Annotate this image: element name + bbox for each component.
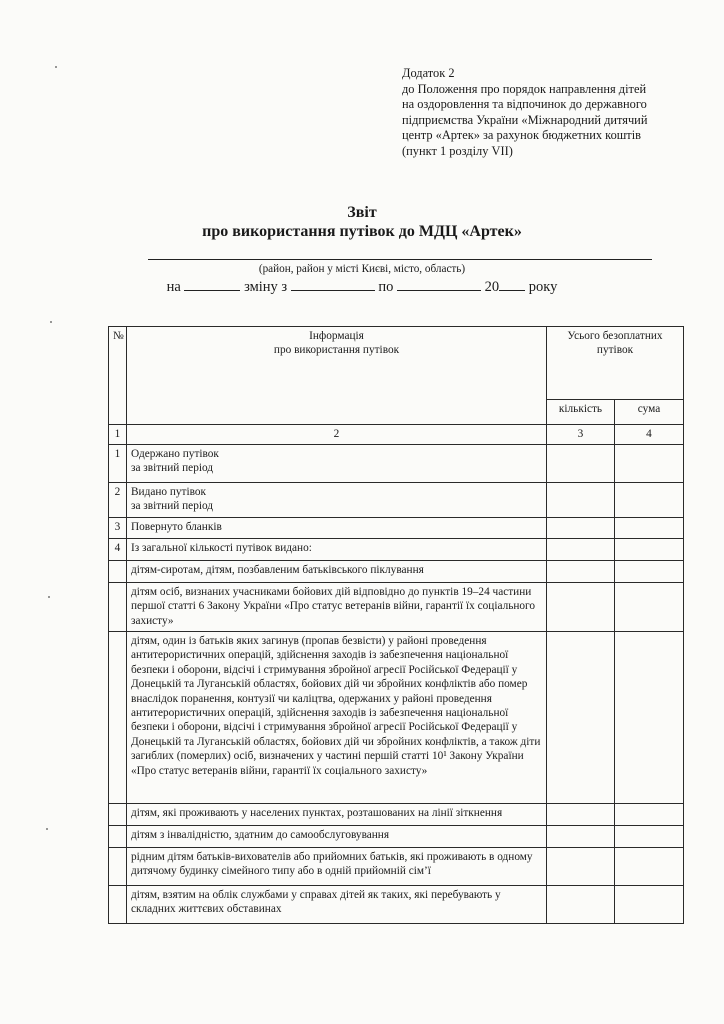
row-text: дітям, взятим на облік службами у справах дітей як таких, які перебувають у складних життєвих обставинах [127, 886, 547, 924]
annex-line: підприємства України «Міжнародний дитячий [402, 112, 648, 127]
row-text: Повернуто бланків [127, 518, 547, 539]
table-row [109, 848, 684, 886]
row-number [109, 848, 127, 886]
qty-cell [547, 518, 615, 539]
sum-cell [615, 826, 684, 848]
annex-line: (пункт 1 розділу VII) [402, 143, 513, 158]
scan-speck [48, 596, 50, 598]
period-to-label: по [378, 279, 394, 295]
row-text: дітям, які проживають у населених пунктах, розташованих на лінії зіткнення [127, 804, 547, 826]
header-qty: кількість [547, 400, 615, 425]
table-row [109, 483, 684, 518]
qty-cell [547, 632, 615, 804]
row-number [109, 561, 127, 583]
report-table [108, 326, 684, 924]
row-number: 1 [109, 445, 127, 483]
qty-cell [547, 445, 615, 483]
sum-cell [615, 583, 684, 632]
qty-cell [547, 848, 615, 886]
row-text: дітям-сиротам, дітям, позбавленим батьківського піклування [127, 561, 547, 583]
district-caption: (район, район у місті Києві, місто, область) [258, 263, 466, 275]
row-number [109, 583, 127, 632]
report-title: Звіт [347, 204, 377, 221]
header-free-line: Усього безоплатних [567, 330, 663, 342]
header-free-line: путівок [596, 344, 634, 357]
table-row [109, 445, 684, 483]
row-number: 2 [109, 483, 127, 518]
year-prefix: 20 [484, 279, 500, 295]
scan-speck [55, 66, 57, 68]
sum-cell [615, 561, 684, 583]
row-text: дітям з інвалідністю, здатним до самообслуговування [127, 826, 547, 848]
table-row [109, 561, 684, 583]
row-number [109, 632, 127, 804]
date-from-blank [291, 278, 375, 291]
shift-blank [184, 278, 240, 291]
row-text: дітям осіб, визнаних учасниками бойових дій відповідно до пунктів 19–24 частини першої статті 6 Закону України «Про статус ветеранів війни, гарантії їх соціального захисту» [127, 583, 547, 632]
annex-line: до Положення про порядок направлення дітей [402, 81, 647, 96]
scan-speck [46, 828, 48, 830]
table-row [109, 518, 684, 539]
date-to-blank [397, 278, 481, 291]
sum-cell [615, 848, 684, 886]
row-number: 4 [109, 539, 127, 561]
qty-cell [547, 886, 615, 924]
table-row [109, 804, 684, 826]
sum-cell [615, 632, 684, 804]
row-number [109, 826, 127, 848]
sum-cell [615, 804, 684, 826]
qty-cell [547, 583, 615, 632]
row-text: Одержано путівок за звітний період [127, 445, 547, 483]
sum-cell [615, 445, 684, 483]
sum-cell [615, 886, 684, 924]
header-info [127, 327, 547, 425]
col-number: 1 [109, 425, 127, 445]
row-text: Видано путівок за звітний період [127, 483, 547, 518]
report-subtitle: про використання путівок до МДЦ «Артек» [202, 223, 522, 240]
table-row [109, 886, 684, 924]
table-row [109, 583, 684, 632]
col-number: 2 [127, 425, 547, 445]
qty-cell [547, 561, 615, 583]
table-row [109, 826, 684, 848]
qty-cell [547, 804, 615, 826]
table-row [109, 539, 684, 561]
header-no: № [109, 327, 127, 425]
annex-note [402, 66, 714, 160]
qty-cell [547, 539, 615, 561]
header-info-line: Інформація [309, 330, 364, 342]
sum-cell [615, 539, 684, 561]
col-number: 4 [615, 425, 684, 445]
sum-cell [615, 483, 684, 518]
row-number [109, 886, 127, 924]
qty-cell [547, 826, 615, 848]
header-info-line: про використання путівок [273, 344, 400, 357]
row-text: дітям, один із батьків яких загинув (пропав безвісти) у районі проведення антитерористичних операцій, здійснення заходів із забезпечення національної безпеки і оборони, відсічі і стримування збройної агресії Російської Федерації у Донецькій та Луганській областях, бойових дій чи збройних конфліктів або помер внаслідок поранення, контузії чи каліцтва, одержаних у районі проведення антитерористичних операцій, здійснення заходів із забезпечення національної безпеки і оборони, відсічі і стримування збройної агресії Російської Федерації у Донецькій та Луганській областях, бойових дій чи збройних конфліктів, а також діти загиблих (померлих) осіб, визначених у частині першій статті 10¹ Закону України «Про статус ветеранів війни, гарантії їх соціального захисту» [127, 632, 547, 804]
row-number [109, 804, 127, 826]
year-blank [499, 278, 525, 291]
scan-speck [50, 321, 52, 323]
row-text: Із загальної кількості путівок видано: [127, 539, 547, 561]
header-free-trips [547, 327, 684, 400]
qty-cell [547, 483, 615, 518]
district-blank-line [148, 259, 652, 260]
row-text: рідним дітям батьків-вихователів або прийомних батьків, які проживають в одному дитячому будинку сімейного типу або в одній прийомній сім’ї [127, 848, 547, 886]
annex-line: на оздоровлення та відпочинок до державного [402, 97, 647, 112]
annex-line: Додаток 2 [402, 66, 455, 80]
table-row [109, 632, 684, 804]
row-number: 3 [109, 518, 127, 539]
year-label: року [528, 279, 558, 295]
annex-line: центр «Артек» за рахунок бюджетних коштів [402, 128, 642, 143]
period-from-label: зміну з [244, 279, 288, 295]
period-line [0, 278, 724, 296]
sum-cell [615, 518, 684, 539]
period-on-label: на [166, 279, 181, 295]
header-sum: сума [615, 400, 684, 425]
col-number: 3 [547, 425, 615, 445]
